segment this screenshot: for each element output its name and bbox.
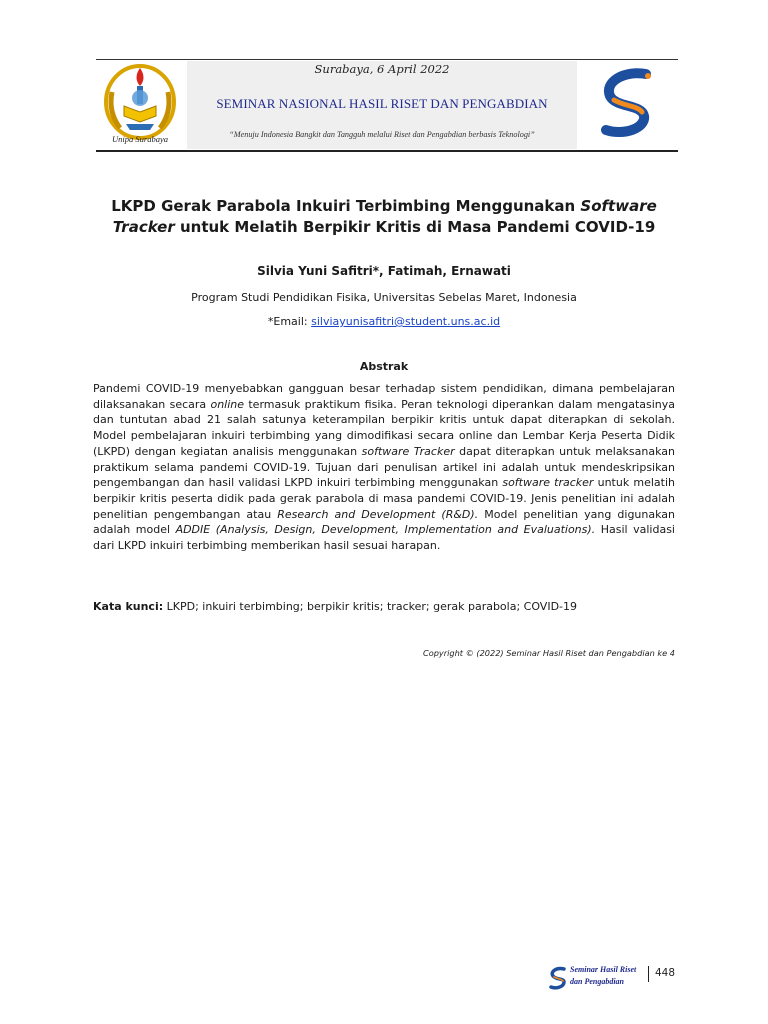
keywords-text: LKPD; inkuiri terbimbing; berpikir kritis; tracker; gerak parabola; COVID-19 bbox=[163, 600, 578, 613]
left-logo-caption: Unipa Surabaya bbox=[112, 134, 168, 144]
footer-separator bbox=[648, 966, 649, 982]
abstract-text: termasuk praktikum fisika. Peran teknologi diperankan dalam mengatasinya dan tuntutan abad 21 salah satunya keterampilan berpikir kritis untuk dapat diterapkan di sekolah. Model pembelajaran inkuiri terbimbing yang dimodifikasi secara online dan Lembar Kerja Peserta Didik (LKPD) dengan kegiatan analisis menggunakan bbox=[93, 397, 676, 458]
paper-title-part2: untuk Melatih Berpikir Kritis di Masa Pandemi COVID-19 bbox=[174, 218, 656, 236]
footer-brand-line1: Seminar Hasil Riset bbox=[570, 965, 637, 974]
keywords bbox=[93, 600, 675, 613]
email-link[interactable]: silviayunisafitri@student.uns.ac.id bbox=[311, 315, 501, 328]
abstract-text: Pandemi COVID-19 menyebabkan gangguan besar terhadap sistem pendidikan, dimana pembelajaran dilaksanakan secara bbox=[93, 382, 675, 411]
abstract-italic: ADDIE (Analysis, Design, Development, Implementation and Evaluations). bbox=[175, 523, 596, 537]
abstract-italic: Research and Development (R&D). bbox=[277, 507, 479, 521]
seminar-s-logo-icon bbox=[594, 66, 660, 140]
keywords-label: Kata kunci: bbox=[93, 600, 164, 613]
abstract-text: Hasil validasi dari LKPD inkuiri terbimbing memberikan hasil sesuai harapan. bbox=[93, 523, 675, 553]
affiliation: Program Studi Pendidikan Fisika, Universitas Sebelas Maret, Indonesia bbox=[191, 291, 577, 304]
abstract-italic: software tracker bbox=[502, 476, 594, 490]
footer-logo-icon bbox=[548, 966, 568, 990]
paper-title-part1: LKPD Gerak Parabola Inkuiri Terbimbing Menggunakan bbox=[111, 197, 581, 215]
abstract-italic: online bbox=[210, 397, 245, 411]
header-bottom-rule bbox=[96, 150, 678, 152]
abstract-heading: Abstrak bbox=[359, 360, 409, 373]
abstract-italic: software Tracker bbox=[361, 444, 455, 458]
abstract-body bbox=[93, 381, 675, 554]
copyright-notice: Copyright © (2022) Seminar Hasil Riset dan Pengabdian ke 4 bbox=[422, 648, 675, 658]
header-top-rule bbox=[96, 59, 678, 60]
abstract-text: dapat diterapkan untuk melaksanakan praktikum selama pandemi COVID-19. Tujuan dari penulisan artikel ini adalah untuk mendeskripsikan pengembangan dan hasil validasi LKPD inkuiri terbimbing menggunakan bbox=[93, 444, 675, 490]
footer-brand bbox=[570, 964, 650, 988]
abstract-text: untuk melatih berpikir kritis peserta didik pada gerak parabola di masa pandemi COVID-19. Jenis penelitian ini adalah penelitian pengembangan atau bbox=[93, 476, 675, 521]
seminar-title: SEMINAR NASIONAL HASIL RISET DAN PENGABDIAN bbox=[216, 96, 548, 111]
abstract-text: Model penelitian yang digunakan adalah model bbox=[93, 507, 675, 537]
email-label: *Email: bbox=[267, 315, 312, 328]
paper-title-software: Software Tracker bbox=[112, 197, 657, 236]
seminar-motto: “Menuju Indonesia Bangkit dan Tangguh melalui Riset dan Pengabdian berbasis Teknologi” bbox=[229, 130, 535, 139]
seminar-date: Surabaya, 6 April 2022 bbox=[314, 62, 450, 76]
paper-title bbox=[100, 196, 668, 238]
footer-brand-line2: dan Pengabdian bbox=[570, 977, 625, 986]
page-number: 448 bbox=[655, 967, 676, 979]
email-line bbox=[100, 315, 668, 328]
authors: Silvia Yuni Safitri*, Fatimah, Ernawati bbox=[257, 264, 511, 278]
